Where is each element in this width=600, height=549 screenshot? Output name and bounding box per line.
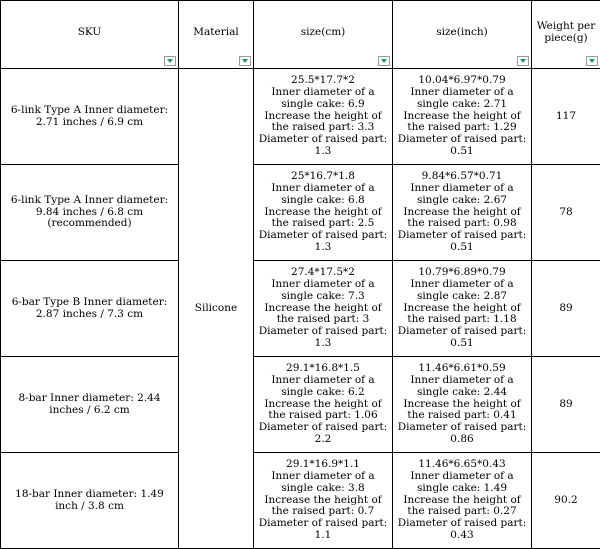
size-cm-raised-diameter: Diameter of raised part: 2.2 — [256, 422, 390, 446]
size-inch-dimensions: 10.79*6.89*0.79 — [395, 267, 529, 279]
size-inch-raised-diameter: Diameter of raised part: 0.86 — [395, 422, 529, 446]
size-inch-raised-diameter: Diameter of raised part: 0.51 — [395, 326, 529, 350]
weight-cell: 89 — [532, 261, 600, 357]
size-inch-cell — [393, 357, 532, 453]
header-size-inch — [393, 1, 532, 69]
table-row — [1, 261, 600, 357]
size-cm-inner-diameter: Inner diameter of a single cake: 7.3 — [256, 279, 390, 303]
sku-cell: 6-bar Type B Inner diameter: 2.87 inches / 7.3 cm — [1, 261, 179, 357]
size-cm-inner-diameter: Inner diameter of a single cake: 6.8 — [256, 183, 390, 207]
size-cm-inner-diameter: Inner diameter of a single cake: 3.8 — [256, 471, 390, 495]
material-cell: Silicone — [179, 69, 254, 549]
size-cm-raised-height: Increase the height of the raised part: 3.3 — [256, 111, 390, 135]
size-inch-dimensions: 10.04*6.97*0.79 — [395, 75, 529, 87]
filter-dropdown-icon[interactable] — [378, 56, 390, 66]
size-inch-inner-diameter: Inner diameter of a single cake: 1.49 — [395, 471, 529, 495]
size-inch-cell — [393, 261, 532, 357]
header-sku-label: SKU — [3, 27, 176, 39]
filter-dropdown-icon[interactable] — [239, 56, 251, 66]
size-cm-raised-height: Increase the height of the raised part: 1.06 — [256, 399, 390, 423]
size-cm-cell — [254, 261, 393, 357]
size-inch-raised-diameter: Diameter of raised part: 0.51 — [395, 230, 529, 254]
size-inch-inner-diameter: Inner diameter of a single cake: 2.87 — [395, 279, 529, 303]
header-material — [179, 1, 254, 69]
size-cm-raised-height: Increase the height of the raised part: 2.5 — [256, 207, 390, 231]
sku-cell: 18-bar Inner diameter: 1.49 inch / 3.8 cm — [1, 453, 179, 549]
weight-cell: 89 — [532, 357, 600, 453]
header-weight-label: Weight per piece(g) — [534, 21, 598, 45]
size-cm-inner-diameter: Inner diameter of a single cake: 6.9 — [256, 87, 390, 111]
header-material-label: Material — [181, 27, 251, 39]
size-inch-raised-height: Increase the height of the raised part: 1.29 — [395, 111, 529, 135]
sku-cell: 8-bar Inner diameter: 2.44 inches / 6.2 cm — [1, 357, 179, 453]
weight-cell: 90.2 — [532, 453, 600, 549]
size-cm-dimensions: 25.5*17.7*2 — [256, 75, 390, 87]
size-inch-dimensions: 9.84*6.57*0.71 — [395, 171, 529, 183]
size-cm-dimensions: 25*16.7*1.8 — [256, 171, 390, 183]
size-inch-dimensions: 11.46*6.65*0.43 — [395, 459, 529, 471]
size-cm-inner-diameter: Inner diameter of a single cake: 6.2 — [256, 375, 390, 399]
size-cm-cell — [254, 69, 393, 165]
size-cm-raised-height: Increase the height of the raised part: 3 — [256, 303, 390, 327]
size-inch-raised-height: Increase the height of the raised part: 0.98 — [395, 207, 529, 231]
header-row — [1, 1, 600, 69]
weight-cell: 78 — [532, 165, 600, 261]
size-cm-cell — [254, 165, 393, 261]
size-cm-cell — [254, 357, 393, 453]
table-row — [1, 453, 600, 549]
header-size-cm-label: size(cm) — [256, 27, 390, 39]
size-inch-cell — [393, 165, 532, 261]
size-inch-inner-diameter: Inner diameter of a single cake: 2.44 — [395, 375, 529, 399]
size-inch-raised-diameter: Diameter of raised part: 0.43 — [395, 518, 529, 542]
filter-dropdown-icon[interactable] — [517, 56, 529, 66]
header-weight — [532, 1, 600, 69]
size-cm-cell — [254, 453, 393, 549]
table-row — [1, 69, 600, 165]
table-row — [1, 357, 600, 453]
size-inch-dimensions: 11.46*6.61*0.59 — [395, 363, 529, 375]
filter-dropdown-icon[interactable] — [164, 56, 176, 66]
header-sku — [1, 1, 179, 69]
size-inch-inner-diameter: Inner diameter of a single cake: 2.71 — [395, 87, 529, 111]
filter-dropdown-icon[interactable] — [586, 56, 598, 66]
size-inch-raised-height: Increase the height of the raised part: 0.41 — [395, 399, 529, 423]
weight-cell: 117 — [532, 69, 600, 165]
size-cm-raised-diameter: Diameter of raised part: 1.3 — [256, 326, 390, 350]
size-cm-dimensions: 27.4*17.5*2 — [256, 267, 390, 279]
size-inch-raised-diameter: Diameter of raised part: 0.51 — [395, 134, 529, 158]
sku-cell: 6-link Type A Inner diameter: 9.84 inches / 6.8 cm (recommended) — [1, 165, 179, 261]
table-row — [1, 165, 600, 261]
size-inch-raised-height: Increase the height of the raised part: 0.27 — [395, 495, 529, 519]
size-cm-raised-diameter: Diameter of raised part: 1.1 — [256, 518, 390, 542]
size-inch-cell — [393, 453, 532, 549]
size-cm-raised-height: Increase the height of the raised part: 0.7 — [256, 495, 390, 519]
size-cm-dimensions: 29.1*16.8*1.5 — [256, 363, 390, 375]
sku-cell: 6-link Type A Inner diameter: 2.71 inches / 6.9 cm — [1, 69, 179, 165]
size-cm-dimensions: 29.1*16.9*1.1 — [256, 459, 390, 471]
size-cm-raised-diameter: Diameter of raised part: 1.3 — [256, 134, 390, 158]
size-inch-cell — [393, 69, 532, 165]
size-cm-raised-diameter: Diameter of raised part: 1.3 — [256, 230, 390, 254]
size-inch-raised-height: Increase the height of the raised part: 1.18 — [395, 303, 529, 327]
header-size-cm — [254, 1, 393, 69]
header-size-inch-label: size(inch) — [395, 27, 529, 39]
size-inch-inner-diameter: Inner diameter of a single cake: 2.67 — [395, 183, 529, 207]
